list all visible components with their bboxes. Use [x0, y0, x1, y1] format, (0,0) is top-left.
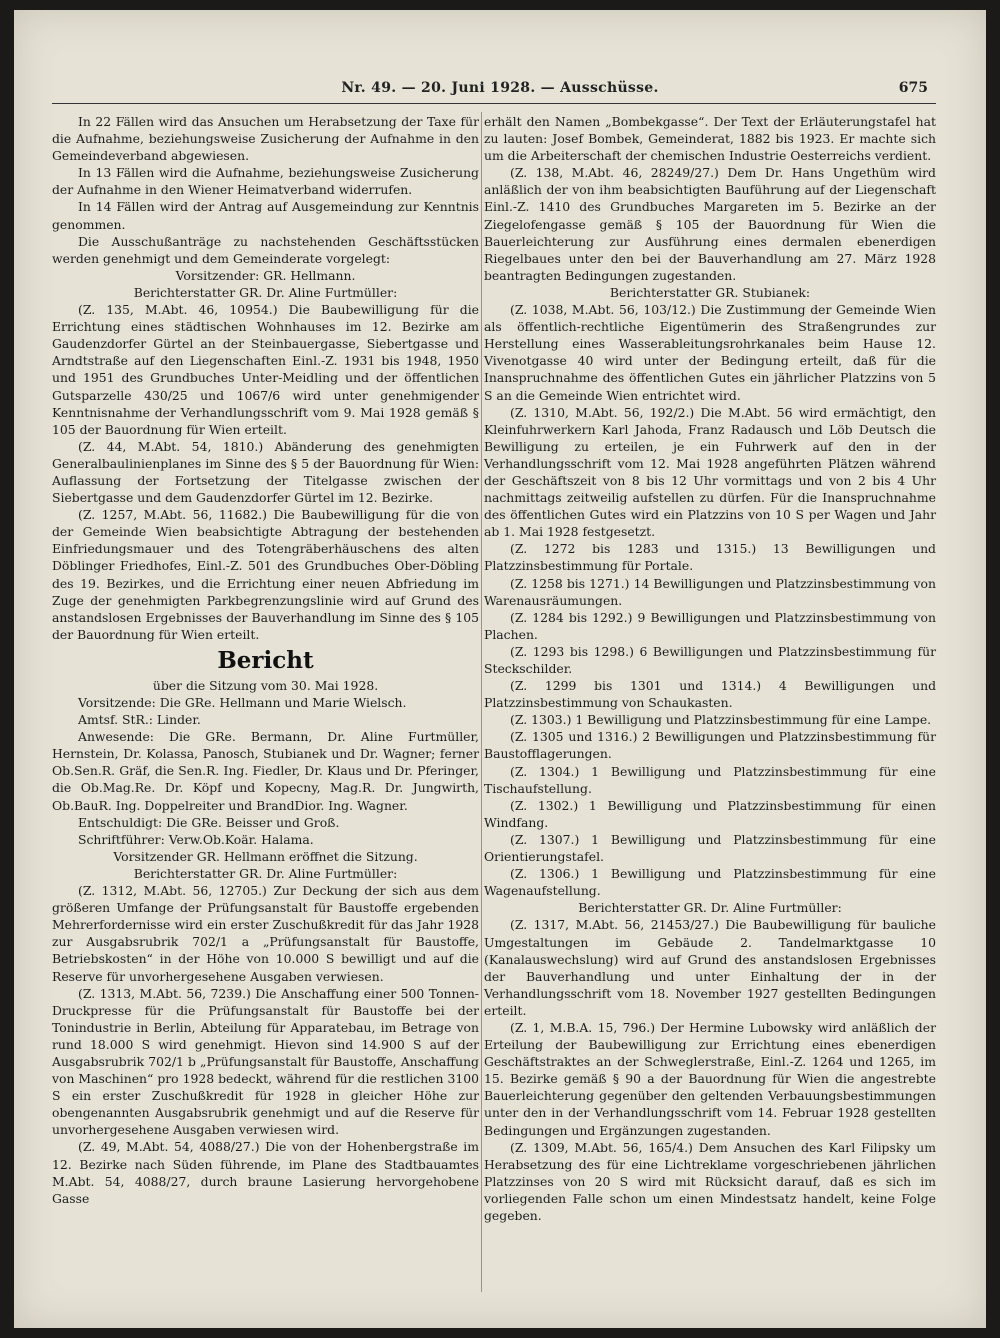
paragraph: (Z. 1299 bis 1301 und 1314.) 4 Bewilligungen und Platzzinsbestimmung von Schaukasten. [484, 678, 936, 711]
paragraph: Amtsf. StR.: Linder. [78, 712, 201, 728]
paragraph: Schriftführer: Verw.Ob.Koär. Halama. [78, 831, 314, 847]
paragraph: Vorsitzende: Die GRe. Hellmann und Marie Wielsch. [78, 695, 407, 710]
column-separator [481, 112, 482, 1292]
paragraph: (Z. 1306.) 1 Bewilligung und Platzzinsbestimmung für eine Wagenaufstellung. [484, 866, 936, 899]
paragraph: (Z. 1258 bis 1271.) 14 Bewilligungen und Platzzinsbestimmung von Warenausräumungen. [484, 575, 936, 608]
rapporteur-line: Berichterstatter GR. Dr. Aline Furtmüller: [578, 900, 842, 916]
paragraph: In 14 Fällen wird der Antrag auf Ausgemeindung zur Kenntnis genommen. [52, 199, 479, 232]
running-header [14, 80, 986, 102]
paragraph: Entschuldigt: Die GRe. Beisser und Groß. [78, 814, 340, 830]
paragraph: (Z. 1257, M.Abt. 56, 11682.) Die Baubewilligung für die von der Gemeinde Wien beabsichtigte Abtragung der bestehenden Einfriedungsmauer und des Totengräberhäuschens des alten Döblinger Friedhofes, Einl.-Z. 501 des Grundbuches Ober-Döbling des 19. Bezirkes, und die Errichtung einer neuen Abfriedung im Zuge der genehmigten Parkbegrenzungslinie wird auf Grund des anstandslosen Ergebnisses der Bauverhandlung im Sinne des § 105 der Bauordnung für Wien erteilt. [52, 507, 479, 642]
section-subheading: über die Sitzung vom 30. Mai 1928. [152, 677, 379, 693]
opening-line: Vorsitzender GR. Hellmann eröffnet die Sitzung. [113, 848, 418, 864]
page-number: 675 [898, 80, 928, 96]
paragraph: (Z. 1307.) 1 Bewilligung und Platzzinsbestimmung für eine Orientierungstafel. [484, 831, 936, 865]
paragraph: (Z. 135, M.Abt. 46, 10954.) Die Baubewilligung für die Errichtung eines städtischen Wohnhauses im 12. Bezirke am Gaudenzdorfer Gürtel an der Steinbauergasse, Siebertgasse und Arndtstraße auf den Liegenschaften Einl.-Z. 1931 bis 1948, 1950 und 1951 des Grundbuches Unter-Meidling und der öffentlichen Gutsparzelle 430/25 und 1067/6 wird unter genehmigender Kenntnisnahme der Verhandlungsschrift vom 9. Mai 1928 gemäß § 105 der Bauordnung für Wien erteilt. [52, 302, 479, 437]
section-heading: Bericht [217, 646, 314, 674]
paragraph: In 13 Fällen wird die Aufnahme, beziehungsweise Zusicherung der Aufnahme in den Wiener Heimatverband widerrufen. [52, 165, 479, 198]
rapporteur-line: Berichterstatter GR. Dr. Aline Furtmüller: [133, 865, 398, 881]
rapporteur-line: Berichterstatter GR. Dr. Aline Furtmüller: [133, 284, 398, 300]
paragraph: (Z. 1, M.B.A. 15, 796.) Der Hermine Lubowsky wird anläßlich der Erteilung der Baubewilligung zur Errichtung eines ebenerdigen Geschäftstraktes an der Schweglerstraße, Einl.-Z. 1264 und 1265, im 15. Bezirke gemäß § 90 a der Bauordnung für Wien die angestrebte Bauerleichterung gegenüber den geltenden Verbauungsbestimmungen unter den in der Verhandlungsschrift vom 14. Februar 1928 gestellten Bedingungen und Ergänzungen zugestanden. [484, 1019, 936, 1138]
paragraph: Anwesende: Die GRe. Bermann, Dr. Aline Furtmüller, Hernstein, Dr. Kolassa, Panosch, Stubianek und Dr. Wagner; ferner Ob.Sen.R. Gräf, die Sen.R. Ing. Fiedler, Dr. Klaus und Dr. Pferinger, die Ob.Mag.Re. Dr. Köpf und Kopecny, Mag.R. Dr. Jungwirth, Ob.BauR. Ing. Doppelreiter und BrandDior. Ing. Wagner. [52, 729, 479, 813]
left-column [52, 113, 479, 1207]
header-rule [52, 103, 936, 104]
paragraph: (Z. 1312, M.Abt. 56, 12705.) Zur Deckung der sich aus dem größeren Umfange der Prüfungsanstalt für Baustoffe ergebenden Mehrerfordernisse wird ein erster Zuschußkredit für das Jahr 1928 zur Ausgabsrubrik 702/1 a „Prüfungsanstalt für Baustoffe, Betriebskosten“ in der Höhe von 10.000 S bewilligt und auf die Reserve für unvorhergesehene Ausgaben verwiesen. [52, 883, 479, 984]
paragraph: (Z. 138, M.Abt. 46, 28249/27.) Dem Dr. Hans Ungethüm wird anläßlich der von ihm beabsichtigten Bauführung auf der Liegenschaft Einl.-Z. 1410 des Grundbuches Margareten im 5. Bezirke an der Ziegelofengasse gemäß § 105 der Bauordnung für Wien die Bauerleichterung zur Ausführung eines dermalen ebenerdigen Riegelbaues unter den bei der Bauverhandlung am 27. März 1928 beantragten Bedingungen zugestanden. [484, 165, 936, 283]
paragraph: In 22 Fällen wird das Ansuchen um Herabsetzung der Taxe für die Aufnahme, beziehungsweise Zusicherung der Aufnahme in den Gemeindeverband abgewiesen. [52, 114, 479, 164]
paragraph: (Z. 1309, M.Abt. 56, 165/4.) Dem Ansuchen des Karl Filipsky um Herabsetzung des für eine Lichtreklame vorgeschriebenen jährlichen Platzzinses von 20 S wird mit Rücksicht darauf, daß es sich im vorliegenden Falle schon um einen Mindestsatz handelt, keine Folge gegeben. [484, 1139, 936, 1223]
paragraph: (Z. 49, M.Abt. 54, 4088/27.) Die von der Hohenbergstraße im 12. Bezirke nach Süden führende, im Plane des Stadtbauamtes M.Abt. 54, 4088/27, durch braune Lasierung hervorgehobene Gasse [52, 1139, 479, 1206]
paragraph: (Z. 1272 bis 1283 und 1315.) 13 Bewilligungen und Platzzinsbestimmung für Portale. [484, 541, 936, 574]
paragraph: (Z. 1038, M.Abt. 56, 103/12.) Die Zustimmung der Gemeinde Wien als öffentlich-rechtliche Eigentümerin des Straßengrundes zur Herstellung eines Wasserableitungsrohrkanales beim Hause 12. Vivenotgasse 40 wird unter der Bedingung erteilt, daß für die Inanspruchnahme des öffentlichen Gutes ein jährlicher Platzzins von 5 S an die Gemeinde Wien entrichtet wird. [484, 302, 936, 403]
newspaper-page [14, 10, 986, 1328]
paragraph: (Z. 1304.) 1 Bewilligung und Platzzinsbestimmung für eine Tischaufstellung. [484, 763, 936, 796]
paragraph: (Z. 1310, M.Abt. 56, 192/2.) Die M.Abt. 56 wird ermächtigt, den Kleinfuhrwerkern Karl Jahoda, Franz Radausch und Löb Deutsch die Bewilligung zu erteilen, je ein Fuhrwerk auf den in der Verhandlungsschrift vom 12. Mai 1928 angeführten Plätzen während der Geschäftszeit von 8 bis 12 Uhr vormittags und von 2 bis 4 Uhr nachmittags zeitweilig aufstellen zu dürfen. Für die Inanspruchnahme des öffentlichen Gutes wird ein Platzzins von 10 S per Wagen und Jahr ab 1. Mai 1928 festgesetzt. [484, 404, 936, 540]
paragraph: (Z. 1313, M.Abt. 56, 7239.) Die Anschaffung einer 500 Tonnen-Druckpresse für die Prüfungsanstalt für Baustoffe bei der Tonindustrie in Berlin, Abteilung für Apparatebau, im Betrage von rund 18.000 S wird genehmigt. Hievon sind 14.900 S auf der Ausgabsrubrik 702/1 b „Prüfungsanstalt für Baustoffe, Anschaffung von Maschinen“ pro 1928 bedeckt, während für die restlichen 3100 S ein erster Zuschußkredit für 1928 in gleicher Höhe zur obengenannten Ausgabsrubrik genehmigt und auf die Reserve für unvorhergesehene Ausgaben verwiesen wird. [52, 985, 479, 1138]
paragraph: (Z. 1303.) 1 Bewilligung und Platzzinsbestimmung für eine Lampe. [510, 712, 932, 728]
rapporteur-line: Berichterstatter GR. Stubianek: [609, 284, 811, 300]
right-column [484, 113, 936, 1224]
paragraph: Die Ausschußanträge zu nachstehenden Geschäftsstücken werden genehmigt und dem Gemeinderate vorgelegt: [52, 233, 479, 266]
chair-line: Vorsitzender: GR. Hellmann. [175, 267, 356, 283]
running-title: Nr. 49. — 20. Juni 1928. — Ausschüsse. [341, 80, 659, 96]
paragraph: (Z. 1293 bis 1298.) 6 Bewilligungen und Platzzinsbestimmung für Steckschilder. [484, 643, 936, 676]
paragraph: erhält den Namen „Bombekgasse“. Der Text der Erläuterungstafel hat zu lauten: Josef Bombek, Gemeinderat, 1882 bis 1923. Er machte sich um die Arbeiterschaft der chemischen Industrie Oesterreichs verdient. [484, 114, 936, 164]
paragraph: (Z. 1284 bis 1292.) 9 Bewilligungen und Platzzinsbestimmung von Plachen. [484, 609, 936, 642]
paragraph: (Z. 1302.) 1 Bewilligung und Platzzinsbestimmung für einen Windfang. [484, 797, 936, 830]
paragraph: (Z. 44, M.Abt. 54, 1810.) Abänderung des genehmigten Generalbaulinienplanes im Sinne des § 5 der Bauordnung für Wien: Auflassung der Fortsetzung der Titelgasse zwischen der Siebertgasse und dem Gaudenzdorfer Gürtel im 12. Bezirke. [52, 438, 479, 506]
paragraph: (Z. 1317, M.Abt. 56, 21453/27.) Die Baubewilligung für bauliche Umgestaltungen im Gebäude 2. Tandelmarktgasse 10 (Kanalauswechslung) wird auf Grund des anstandslosen Ergebnisses der Bauverhandlung und unter Einhaltung der in der Verhandlungsschrift vom 18. November 1927 gestellten Bedingungen erteilt. [484, 917, 936, 1018]
paragraph: (Z. 1305 und 1316.) 2 Bewilligungen und Platzzinsbestimmung für Baustofflagerungen. [484, 729, 936, 762]
